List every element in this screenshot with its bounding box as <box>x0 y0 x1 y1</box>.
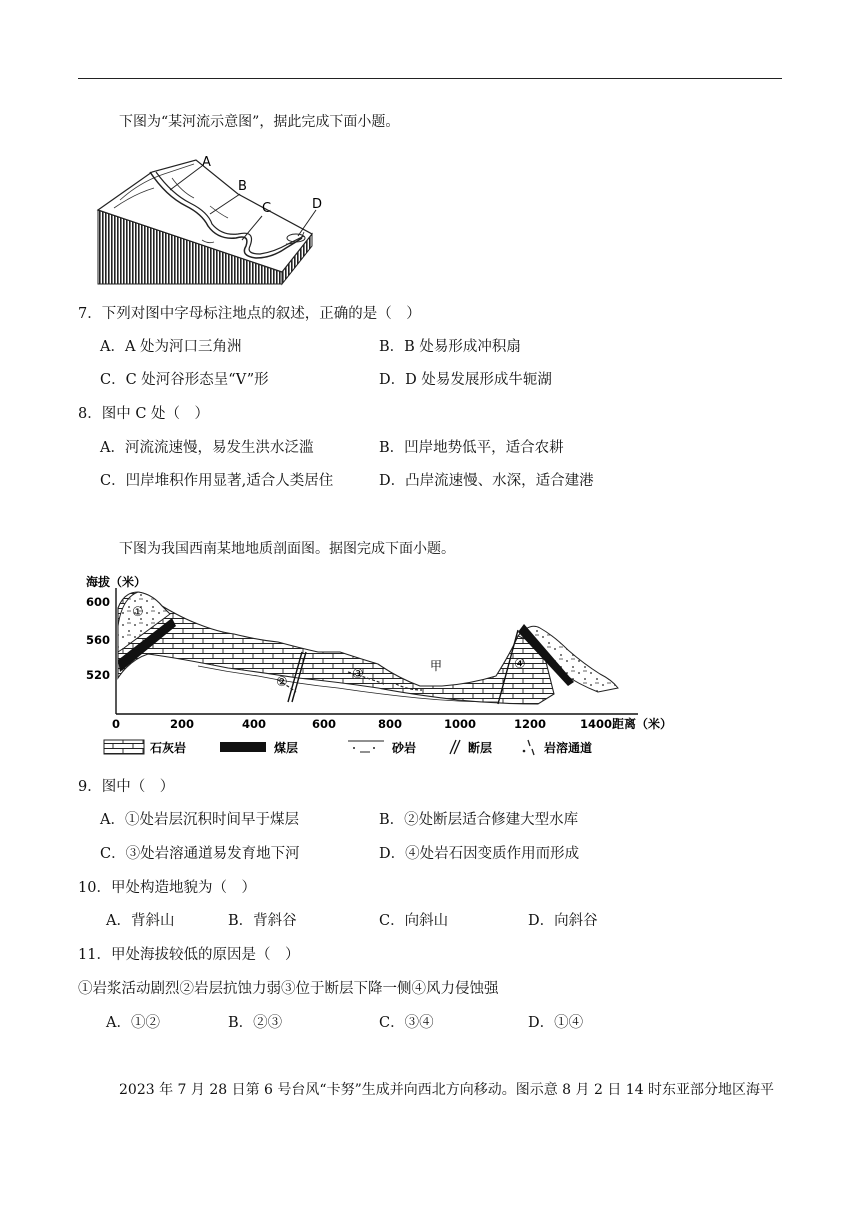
q8-stem: 8．图中 C 处（ ） <box>78 406 210 422</box>
y-axis-title: 海拔（米） <box>86 575 147 589</box>
q11-statements: ①岩浆活动剧烈②岩层抗蚀力弱③位于断层下降一侧④风力侵蚀强 <box>78 981 499 997</box>
x-tick-1000: 1000 <box>444 717 477 731</box>
header-rule <box>78 78 782 79</box>
x-tick-200: 200 <box>170 717 195 731</box>
marker-3: ③ <box>352 667 364 682</box>
x-tick-600: 600 <box>312 717 337 731</box>
label-b: B <box>238 179 247 194</box>
x-tick-400: 400 <box>242 717 267 731</box>
q8-option-d: D．凸岸流速慢、水深，适合建港 <box>379 473 594 489</box>
q7-option-a: A．A 处为河口三角洲 <box>100 339 242 355</box>
section-figure <box>78 568 698 768</box>
q9-option-d: D．④处岩石因变质作用而形成 <box>379 846 580 862</box>
q9-option-a: A．①处岩层沉积时间早于煤层 <box>100 812 299 828</box>
q8-option-a: A．河流流速慢，易发生洪水泛滥 <box>100 440 314 456</box>
q7-option-b: B．B 处易形成冲积扇 <box>379 339 521 355</box>
q9-option-b: B．②处断层适合修建大型水库 <box>379 812 579 828</box>
q8-option-c: C．凹岸堆积作用显著,适合人类居住 <box>100 473 334 489</box>
q10-option-d: D．向斜谷 <box>528 913 598 929</box>
legend-coal: 煤层 <box>274 741 299 755</box>
q7-option-d: D．D 处易发展形成牛轭湖 <box>379 372 552 388</box>
legend-limestone: 石灰岩 <box>150 741 187 755</box>
legend-fault: 断层 <box>468 741 493 755</box>
label-c: C <box>262 201 272 216</box>
q11-option-a: A．①② <box>106 1015 160 1031</box>
label-jia: 甲 <box>430 659 443 673</box>
intro-river: 下图为“某河流示意图”，据此完成下面小题。 <box>119 114 400 130</box>
x-tick-1400: 1400 <box>580 717 613 731</box>
legend-karst: 岩溶通道 <box>544 741 593 755</box>
marker-4: ④ <box>514 657 526 672</box>
q9-option-c: C．③处岩溶通道易发育地下河 <box>100 846 300 862</box>
q7-stem: 7．下列对图中字母标注地点的叙述，正确的是（ ） <box>78 306 421 322</box>
q11-option-c: C．③④ <box>379 1015 434 1031</box>
q10-option-a: A．背斜山 <box>106 913 175 929</box>
q7-option-c: C．C 处河谷形态呈“V”形 <box>100 372 269 388</box>
y-tick-560: 560 <box>86 633 111 647</box>
intro-section: 下图为我国西南某地地质剖面图。据图完成下面小题。 <box>119 541 455 557</box>
intro-typhoon: 2023 年 7 月 28 日第 6 号台风“卡努”生成并向西北方向移动。图示意 8 月 2 日 14 时东亚部分地区海平 <box>119 1082 775 1098</box>
marker-1: ① <box>132 605 144 620</box>
river-figure <box>90 148 330 288</box>
marker-2: ② <box>276 675 288 690</box>
y-tick-520: 520 <box>86 668 111 682</box>
q8-option-b: B．凹岸地势低平，适合农耕 <box>379 440 564 456</box>
q10-option-b: B．背斜谷 <box>228 913 297 929</box>
x-axis-title: 距离（米） <box>612 717 673 731</box>
q10-stem: 10．甲处构造地貌为（ ） <box>78 880 256 896</box>
q11-option-b: B．②③ <box>228 1015 283 1031</box>
q11-option-d: D．①④ <box>528 1015 584 1031</box>
x-tick-1200: 1200 <box>514 717 547 731</box>
q11-stem: 11．甲处海拔较低的原因是（ ） <box>78 947 300 963</box>
label-d: D <box>312 197 323 212</box>
x-tick-800: 800 <box>378 717 403 731</box>
q9-stem: 9．图中（ ） <box>78 779 175 795</box>
q10-option-c: C．向斜山 <box>379 913 449 929</box>
x-tick-0: 0 <box>112 717 121 731</box>
y-tick-600: 600 <box>86 595 111 609</box>
label-a: A <box>202 155 211 170</box>
legend-sandstone: 砂岩 <box>392 741 417 755</box>
